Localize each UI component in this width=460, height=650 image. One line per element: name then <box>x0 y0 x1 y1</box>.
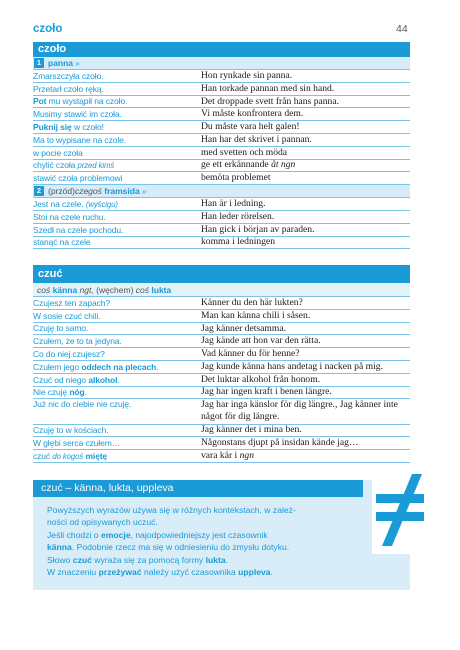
entry-czolo <box>33 42 410 249</box>
example-row <box>33 108 410 121</box>
example-list <box>33 70 410 185</box>
swedish-translation: Man kan känna chili i såsen. <box>201 309 311 321</box>
polish-phrase: Czułem, że to ta jedyna. <box>33 336 122 347</box>
entry-czuc <box>33 265 410 463</box>
not-equal-icon <box>372 466 430 554</box>
polish-phrase: Czułem jego oddech na plecach. <box>33 361 159 372</box>
note-line: känna. Podobnie rzecz ma się w odniesieniu do zmysłu dotyku. <box>47 542 290 553</box>
example-row <box>33 121 410 134</box>
polish-phrase: stanąć na czele <box>33 237 91 248</box>
swedish-translation: Jag har ingen kraft i benen längre. <box>201 386 332 398</box>
sense-number: 1 <box>34 58 44 68</box>
polish-phrase: Czuję to samo. <box>33 323 89 334</box>
polish-phrase: chylić czoła przed kimś <box>33 160 115 171</box>
usage-part: ngt, <box>79 285 94 295</box>
polish-phrase: Już nic do ciebie nie czuję. <box>33 399 132 410</box>
swedish-translation: Du måste vara helt galen! <box>201 121 300 133</box>
example-row <box>33 147 410 160</box>
example-row <box>33 348 410 361</box>
example-row <box>33 310 410 323</box>
polish-phrase: Puknij się w czoło! <box>33 122 104 133</box>
example-list <box>33 198 410 249</box>
swedish-translation: Han leder rörelsen. <box>201 210 275 222</box>
polish-phrase: Musimy stawić im czoła. <box>33 109 122 120</box>
example-row <box>33 297 410 310</box>
example-row <box>33 70 410 83</box>
polish-phrase: w pocie czoła <box>33 147 83 158</box>
polish-phrase: Czuć od niego alkohol. <box>33 374 120 385</box>
swedish-translation: med svetten och möda <box>201 146 288 158</box>
swedish-translation: komma i ledningen <box>201 236 276 248</box>
swedish-translation: Han har det skrivet i pannan. <box>201 133 312 145</box>
example-row <box>33 237 410 250</box>
example-row <box>33 335 410 348</box>
example-list <box>33 297 410 463</box>
swedish-translation: ge ett erkännande åt ngn <box>201 159 296 171</box>
swedish-translation: Jag känner det i mina ben. <box>201 424 302 436</box>
polish-phrase: czuć do kogoś miętę <box>33 451 108 462</box>
polish-phrase: Co do niej czujesz? <box>33 349 105 360</box>
example-row <box>33 450 410 463</box>
note-line: Powyższych wyrazów używa się w różnych kontekstach, w zależ- <box>47 505 296 515</box>
example-row <box>33 323 410 336</box>
sense-pre-italic: czegoś <box>74 186 102 197</box>
usage-part: coś <box>135 285 150 295</box>
note-line: Jeśli chodzi o emocje, najodpowiedniejszy jest czasownik <box>47 529 268 540</box>
usage-part: (węchem) <box>93 285 136 295</box>
swedish-translation: Hon rynkade sin panna. <box>201 69 293 81</box>
note-line: ności od opisywanych uczuć. <box>47 517 158 528</box>
usage-part: lukta <box>151 285 172 295</box>
swedish-translation: Känner du den här lukten? <box>201 296 303 308</box>
sense-label: framsida <box>104 186 140 197</box>
swedish-translation: Jag har inga känslor för dig längre., Jag känner inte något för dig längre. <box>201 399 398 423</box>
swedish-translation: bemöta problemet <box>201 172 271 184</box>
polish-phrase: Jest na czele. (wyścigu) <box>33 199 118 210</box>
polish-phrase: Pot mu wystąpił na czoło. <box>33 96 128 107</box>
page-number: 44 <box>396 23 408 35</box>
polish-phrase: Nie czuję nóg. <box>33 387 87 398</box>
swedish-translation: Jag känner detsamma. <box>201 322 286 334</box>
note-body <box>33 497 410 578</box>
polish-phrase: Stoi na czele ruchu. <box>33 211 106 222</box>
swedish-translation: Han torkade pannan med sin hand. <box>201 82 335 94</box>
swedish-translation: Jag kände att hon var den rätta. <box>201 335 321 347</box>
note-title: czuć – känna, lukta, uppleva <box>33 480 363 497</box>
entry-headword: czoło <box>33 42 410 57</box>
swedish-translation: vara kär i ngn <box>201 450 255 462</box>
swedish-translation: Vi måste konfrontera dem. <box>201 108 304 120</box>
polish-phrase: Szedł na czele pochodu. <box>33 224 124 235</box>
swedish-translation: Det luktar alkohol från honom. <box>201 373 321 385</box>
running-head: czoło <box>33 23 63 35</box>
example-row <box>33 211 410 224</box>
sense-1 <box>33 57 410 70</box>
example-row <box>33 437 410 450</box>
polish-phrase: Ma to wypisane na czole. <box>33 134 127 145</box>
sense-label: panna <box>48 58 74 68</box>
swedish-translation: Någonstans djupt på insidan kände jag… <box>201 437 359 449</box>
example-row <box>33 160 410 173</box>
example-row <box>33 224 410 237</box>
example-row <box>33 425 410 438</box>
example-row <box>33 96 410 109</box>
example-row <box>33 361 410 374</box>
example-row <box>33 198 410 211</box>
example-row <box>33 172 410 185</box>
swedish-translation: Det droppade svett från hans panna. <box>201 95 339 107</box>
polish-phrase: Czuję to w kościach. <box>33 425 109 436</box>
sense-pre: (przód) <box>48 186 75 197</box>
polish-phrase: stawić czoła problemowi <box>33 173 123 184</box>
sense-number: 2 <box>34 186 44 196</box>
polish-phrase: Czujesz ten zapach? <box>33 297 111 308</box>
example-row <box>33 83 410 96</box>
sense-2 <box>33 185 410 198</box>
example-row <box>33 387 410 400</box>
note-line: Słowo czuć wyraża się za pomocą formy lukta. <box>47 554 229 565</box>
usage-part: coś <box>37 285 51 295</box>
example-row <box>33 374 410 387</box>
entry-headword: czuć <box>33 265 410 283</box>
usage-note <box>33 480 410 590</box>
swedish-translation: Han gick i början av paraden. <box>201 223 315 235</box>
example-row <box>33 399 410 424</box>
polish-phrase: Przetarł czoło ręką. <box>33 83 104 94</box>
swedish-translation: Jag kunde känna hans andetag i nacken på mig. <box>201 360 383 372</box>
usage-part: känna <box>52 285 78 295</box>
polish-phrase: W sosie czuć chili. <box>33 310 101 321</box>
chevron-hint-icon: » <box>142 186 147 196</box>
polish-phrase: W głębi serca czułem… <box>33 438 121 449</box>
polish-phrase: Zmarszczyła czoło. <box>33 70 104 81</box>
swedish-translation: Han är i ledning. <box>201 198 266 210</box>
chevron-hint-icon: » <box>75 58 80 68</box>
usage-line <box>33 283 410 297</box>
swedish-translation: Vad känner du för henne? <box>201 348 300 360</box>
note-line: W znaczeniu przeżywać należy użyć czasownika uppleva. <box>47 567 273 578</box>
example-row <box>33 134 410 147</box>
